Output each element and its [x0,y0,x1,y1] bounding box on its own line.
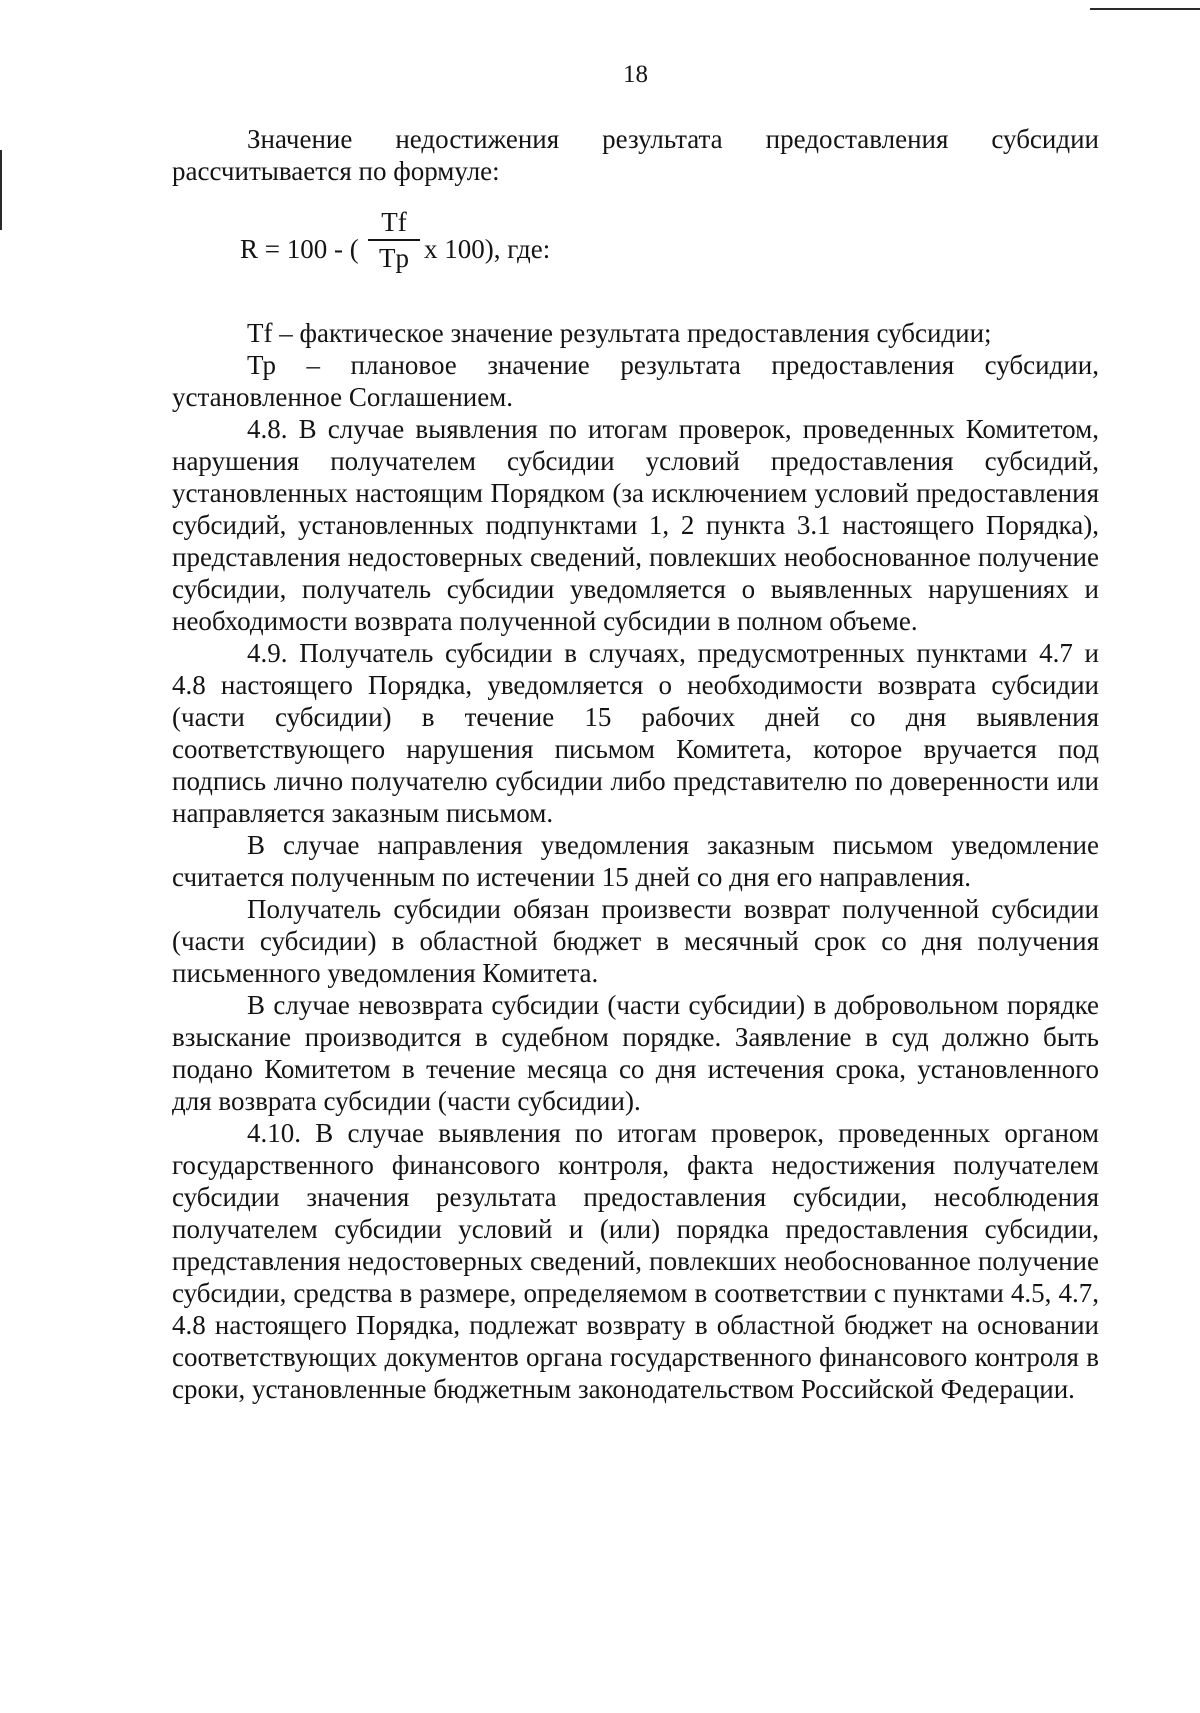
formula-fraction [368,207,420,273]
formula-numerator: Tf [381,207,407,237]
intro-paragraph: Значение недостижения результата предоставления субсидии рассчитывается по формуле: [172,124,1099,186]
scan-edge-left [0,150,2,230]
formula-left: R = 100 - ( [240,234,359,264]
formula-denominator: Tp [379,243,409,273]
scan-edge-top [1090,8,1200,10]
tp-definition: Тр – плановое значение результата предоставления субсидии, установленное Соглашением. [172,350,1099,412]
clause-4-8: 4.8. В случае выявления по итогам проверок, проведенных Комитетом, нарушения получателем субсидии условий предоставления субсидий, установленных настоящим Порядком (за исключением условий предоставления субсидий, установленных подпунктами 1, 2 пункта 3.1 настоящего Порядка), представления недостоверных сведений, повлекших необоснованное получение субсидии, получатель субсидии уведомляется о выявленных нарушениях и необходимости возврата полученной субсидии в полном объеме. [172,414,1099,636]
page-number: 18 [623,61,648,88]
formula [172,197,1099,303]
clause-4-9-court: В случае невозврата субсидии (части субсидии) в добровольном порядке взыскание производится в судебном порядке. Заявление в суд должно быть подано Комитетом в течение месяца со дня истечения срока, установленного для возврата субсидии (части субсидии). [172,990,1099,1116]
clause-4-10: 4.10. В случае выявления по итогам проверок, проведенных органом государственного финансового контроля, факта недостижения получателем субсидии значения результата предоставления субсидии, несоблюдения получателем субсидии условий и (или) порядка предоставления субсидии, представления недостоверных сведений, повлекших необоснованное получение субсидии, средства в размере, определяемом в соответствии с пунктами 4.5, 4.7, 4.8 настоящего Порядка, подлежат возврату в областной бюджет на основании соответствующих документов органа государственного финансового контроля в сроки, установленные бюджетным законодательством Российской Федерации. [172,1118,1099,1404]
formula-right: x 100), где: [424,234,551,264]
tf-definition: Tf – фактическое значение результата предоставления субсидии; [247,318,992,348]
clause-4-9-return: Получатель субсидии обязан произвести возврат полученной субсидии (части субсидии) в областной бюджет в месячный срок со дня получения письменного уведомления Комитета. [172,894,1099,988]
fraction-bar [368,239,420,241]
document-page [172,60,1099,1405]
clause-4-9-mail: В случае направления уведомления заказным письмом уведомление считается полученным по истечении 15 дней со дня его направления. [172,830,1099,892]
clause-4-9: 4.9. Получатель субсидии в случаях, предусмотренных пунктами 4.7 и 4.8 настоящего Порядка, уведомляется о необходимости возврата субсидии (части субсидии) в течение 15 рабочих дней со дня выявления соответствующего нарушения письмом Комитета, которое вручается под подпись лично получателю субсидии либо представителю по доверенности или направляется заказным письмом. [172,638,1099,828]
